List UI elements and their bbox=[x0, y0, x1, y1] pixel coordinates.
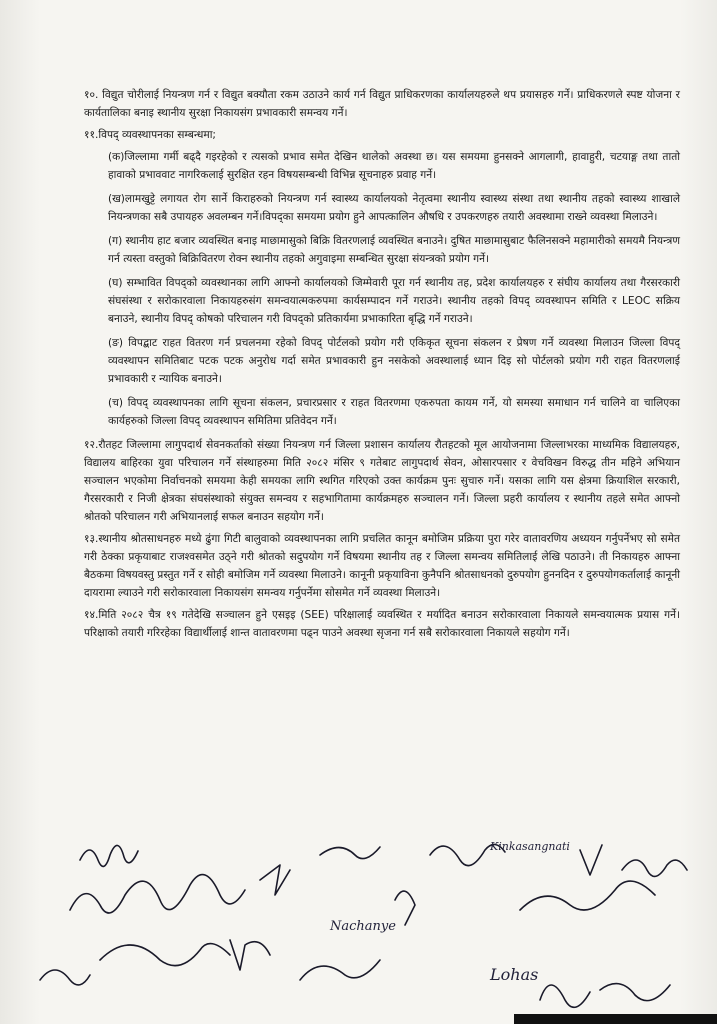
signature-4 bbox=[320, 847, 380, 859]
signature-3 bbox=[260, 865, 290, 895]
signature-12 bbox=[40, 970, 90, 985]
paragraph-10: १०. विद्युत चोरीलाई नियन्त्रण गर्न र विद्युत बक्यौता रकम उठाउने कार्य गर्न विद्युत प्राधिकरणका कार्यालयहरुले थप प्रयासहरु गर्ने। प्राधिकरणले स्पष्ट योजना र कार्यतालिका बनाइ स्थानीय सुरक्षा निकायसंग प्रभावकारी समन्वय गर्ने। bbox=[84, 89, 680, 119]
signature-1 bbox=[80, 845, 138, 866]
sub-item-gha: (घ) सम्भावित विपद्को व्यवस्थानका लागि आफ्नो कार्यालयको जिम्मेवारी पूरा गर्न स्थानीय तह, प्रदेश कार्यालयहरु र संघीय कार्यालय तथा गैरसरकारी संघसंस्था र सरोकारवाला निकायहरुसंग समन्वयात्मकरुपमा कार्यसम्पादन गर्ने गराउने। स्थानीय तहको विपद् व्यवस्थापन समिति र LEOC सक्रिय बनाउने, स्थानीय विपद् कोषको परिचालन गरी विपद्को प्रतिकार्यमा प्रभाकारिता बृद्धि गर्ने गराउने। bbox=[108, 277, 680, 325]
paragraph-14: १४.मिति २०८२ चैत्र १९ गतेदेखि सञ्चालन हुने एसइइ (SEE) परिक्षालाई व्यवस्थित र मर्यादित बनाउन सरोकारवाला निकायले समन्वयात्मक प्रयास गर्ने। परिक्षाको तयारी गरिरहेका विद्यार्थीलाई शान्त वातावरणमा पढ्न पाउने अवस्था सृजना गर्न सबै सरोकारवाला निकायले सहयोग गर्ने। bbox=[84, 609, 680, 639]
signature-13 bbox=[540, 985, 590, 1007]
sub-item-nga: (ङ) विपद्बाट राहत वितरण गर्न प्रचलनमा रहेको विपद् पोर्टलको प्रयोग गरी एकिकृत सूचना संकलन र प्रेषण गर्ने व्यवस्था मिलाउन जिल्ला विपद् व्यवस्थापन समितिबाट पटक पटक अनुरोध गर्दा समेत प्रभावकारी हुन नसकेको अवस्थालाई ध्यान दिइ सो पोर्टलको प्रयोग गरी राहत वितरणलाई प्रभावकारी र न्यायिक बनाउने। bbox=[108, 337, 680, 385]
sub-item-cha: (च) विपद् व्यवस्थापनका लागि सूचना संकलन, प्रचारप्रसार र राहत वितरणमा एकरुपता कायम गर्ने, यो समस्या समाधान गर्न चालिने वा चालिएका कार्यहरुको जिल्ला विपद् व्यवस्थापन समितिमा प्रतिवेदन गर्ने। bbox=[108, 397, 680, 427]
signature-name-3: Lohas bbox=[490, 965, 539, 984]
signature-8 bbox=[520, 881, 655, 910]
paragraph-12: १२.रौतहट जिल्लामा लागुपदार्थ सेवनकर्ताको संख्या नियन्त्रण गर्न जिल्ला प्रशासन कार्यालय रौतहटको मूल आयोजनामा जिल्लाभरका माध्यमिक विद्यालयहरु, विद्यालय बाहिरका युवा परिचालन गर्ने संस्थाहरुमा मिति २०८२ मंसिर ९ गतेबाट लागुपदार्थ सेवन, ओसारपसार र वेचविखन विरुद्ध तीन महिने अभियान सञ्चालन भएकोमा निर्वाचनको समयमा केही समयका लागि स्थगित गरिएको उक्त कार्यक्रम पुनः सुचारु गर्ने। यसका लागि यस क्षेत्रमा क्रियाशिल सरकारी, गैरसरकारी र निजी क्षेत्रका संघसंस्थाको संयुक्त समन्वय र सहभागितामा कार्यक्रमहरु सञ्चालन गर्ने। जिल्ला प्रहरी कार्यालय र स्थानीय तहले समेत आफ्नो श्रोतको परिचालन गरी अभियानलाई सफल बनाउन सहयोग गर्ने। bbox=[84, 439, 680, 523]
document-body bbox=[84, 86, 680, 646]
signature-2 bbox=[70, 875, 245, 913]
sub-item-kha: (ख)लामखुट्टे लगायत रोग सार्ने किराहरुको नियन्त्रण गर्न स्वास्थ्य कार्यालयको नेतृत्वमा स्थानीय स्वास्थ्य संस्था तथा स्थानीय तहको स्वास्थ्य शाखाले नियन्त्रणका सबै उपायहरु अवलम्बन गर्ने।विपद्का समयमा प्रयोग हुने आपत्कालिन औषधि र उपकरणहरु तयारी अवस्थामा राख्ने व्यवस्था मिलाउने। bbox=[108, 193, 680, 223]
signature-6 bbox=[580, 845, 687, 876]
paragraph-11-heading: ११.विपद् व्यवस्थापनका सम्बन्धमा; bbox=[84, 129, 217, 141]
sub-item-ka: (क)जिल्लामा गर्मी बढ्दै गइरहेको र त्यसको प्रभाव समेत देखिन थालेको अवस्था छ। यस समयमा हुनसक्ने आगलागी, हावाहुरी, चटयाङ्ग तथा तातो हावाको प्रभाववाट नागरिकलाई सुरक्षित रहन विषयसम्बन्धी विभिन्न सूचनाहरु प्रवाह गर्ने। bbox=[108, 151, 680, 181]
signature-11 bbox=[300, 960, 380, 980]
scan-corner-shadow bbox=[514, 1014, 717, 1024]
signature-9 bbox=[100, 944, 230, 966]
signature-14 bbox=[600, 984, 670, 1001]
signature-block bbox=[0, 830, 717, 1024]
sub-item-ga: (ग) स्थानीय हाट बजार व्यवस्थित बनाइ माछामासुको बिक्रि वितरणलाई व्यवस्थित बनाउने। दुषित माछामासुबाट फैलिनसक्ने महामारीको समयमै नियन्त्रण गर्न त्यस्ता वस्तुको बिक्रिवितरण रोक्न स्थानीय तहको अगुवाइमा सम्बन्धित सुरक्षा संयन्त्रको प्रयोग गर्ने। bbox=[108, 235, 680, 265]
signature-10 bbox=[230, 940, 270, 970]
signature-7 bbox=[395, 891, 415, 925]
paragraph-13: १३.स्थानीय श्रोतसाधनहरु मध्ये ढुंगा गिटी बालुवाको व्यवस्थापनका लागि प्रचलित कानून बमोजिम प्रक्रिया पुरा गरेर वातावरणिय अध्ययन गर्नुपर्नेभए सो समेत गरी ठेक्का प्रकृयाबाट राजश्वसमेत उठ्ने गरी श्रोतको सदुपयोग गर्ने विषयमा स्थानीय तह र जिल्ला समन्वय समितिलाई लेखि पठाउने। ती निकायहरु आफ्ना बैठकमा विषयवस्तु प्रस्तुत गर्ने र सोही बमोजिम गर्ने व्यवस्था मिलाउने। कानूनी प्रकृयाविना कुनैपनि श्रोतसाधनको दुरुपयोग हुननदिन र दुरुपयोगकर्तालाई कानूनी दायरामा ल्याउने गरी सरोकारवाला निकायसंग समन्वय गर्नुपर्नेमा सोसमेत गर्ने व्यवस्था मिलाउने। bbox=[84, 533, 680, 599]
signature-name-1: Nachanye bbox=[330, 919, 396, 934]
signature-name-2: Kinkasangnati bbox=[490, 840, 570, 853]
